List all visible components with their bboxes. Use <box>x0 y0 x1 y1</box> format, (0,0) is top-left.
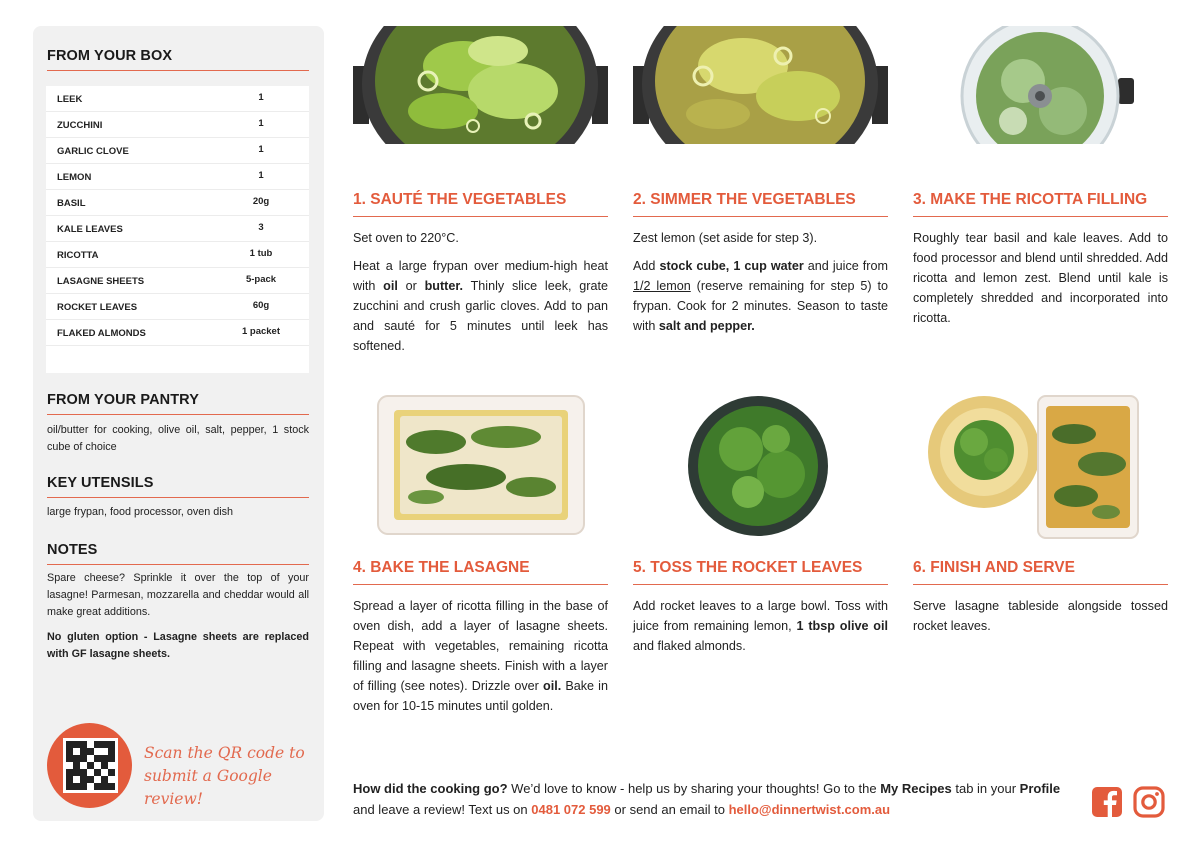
step1-title: 1. SAUTÉ THE VEGETABLES <box>353 191 567 208</box>
step2-p1: Zest lemon (set aside for step 3). <box>633 231 818 245</box>
step6-text <box>913 596 1168 644</box>
step3-photo-food-processor <box>913 26 1168 144</box>
step5-text <box>633 596 888 664</box>
step2-half-lemon: 1/2 lemon <box>633 279 691 293</box>
step1-text <box>353 228 608 364</box>
step5-p1-a: Add rocket leaves to a large bowl. Toss with juice from remaining lemon, <box>633 599 888 633</box>
sidebar <box>33 26 324 821</box>
step1-oil: oil <box>383 279 398 293</box>
ingredient-name: LEEK <box>57 94 83 105</box>
step4-oil: oil. <box>543 679 562 693</box>
step2-salt-pepper: salt and pepper. <box>658 319 755 333</box>
footer-text-4: or send an email to <box>610 802 729 817</box>
step3-title: 3. MAKE THE RICOTTA FILLING <box>913 191 1148 208</box>
ingredient-qty: 60g <box>252 300 270 311</box>
step5-olive-oil: 1 tbsp olive oil <box>796 619 888 633</box>
step2-p2-a: Add <box>633 259 660 273</box>
qr-code[interactable] <box>63 738 118 793</box>
step5-photo-rocket-bowl <box>686 394 831 539</box>
qr-callout <box>144 742 314 811</box>
step3-rule <box>913 216 1168 217</box>
utensils-title: KEY UTENSILS <box>47 475 154 491</box>
table-row <box>46 294 309 320</box>
ingredient-name: BASIL <box>57 198 86 209</box>
step1-p2-c: or <box>397 279 425 293</box>
table-row <box>46 242 309 268</box>
step2-photo-frypan <box>633 26 888 144</box>
step5-title: 5. TOSS THE ROCKET LEAVES <box>633 559 863 576</box>
utensils-text: large frypan, food processor, oven dish <box>47 506 234 518</box>
qr-pattern <box>66 741 115 790</box>
notes-gluten-option: No gluten option - Lasagne sheets are replaced with GF lasagne sheets. <box>47 631 309 660</box>
step2-p2-d: (reserve remaining for step 5) to frypan. Cook for 2 minutes. Season to taste with <box>633 279 889 333</box>
facebook-icon[interactable] <box>1091 786 1123 818</box>
feedback-footer <box>353 778 1073 820</box>
notes-title-rule <box>47 564 309 565</box>
qr-callout-line2: submit a Google review! <box>144 767 272 808</box>
footer-my-recipes: My Recipes <box>880 781 952 796</box>
step6-p1: Serve lasagne tableside alongside tossed rocket leaves. <box>913 599 1168 633</box>
step2-title: 2. SIMMER THE VEGETABLES <box>633 191 856 208</box>
step4-p1 <box>353 596 608 716</box>
step4-p1-a: Spread a layer of ricotta filling in the base of oven dish, add a layer of lasagne sheets. Repeat with vegetables, remaining ricotta filling and lasagne sheets. Finish with a layer of filling (see notes). Drizzle over <box>353 599 608 693</box>
step6-photo-lasagne-dish <box>1036 394 1140 540</box>
ingredient-name: FLAKED ALMONDS <box>57 328 146 339</box>
step1-p1: Set oven to 220°C. <box>353 231 459 245</box>
table-row <box>46 268 309 294</box>
table-row <box>46 190 309 216</box>
step1-p2-a: Heat a large frypan over medium-high heat with <box>353 259 608 293</box>
ingredient-qty: 3 <box>258 222 264 233</box>
qr-callout-line1: Scan the QR code to <box>144 744 305 762</box>
box-ingredients-table <box>46 86 309 373</box>
step2-p2-c: and juice from <box>803 259 888 273</box>
ingredient-name: LEMON <box>57 172 92 183</box>
footer-text-3: and leave a review! Text us on <box>353 802 532 817</box>
step3-p1: Roughly tear basil and kale leaves. Add to food processor and blend until shredded. Add ricotta and lemon zest. Blend until kale is completely shredded and incorporated into ricotta. <box>913 231 1168 325</box>
footer-profile: Profile <box>1019 781 1061 796</box>
step1-butter: butter. <box>424 279 464 293</box>
instagram-icon[interactable] <box>1133 786 1165 818</box>
pantry-title-rule <box>47 414 309 415</box>
ingredient-qty: 1 <box>258 170 264 181</box>
step2-stock: stock cube, 1 cup water <box>659 259 804 273</box>
ingredient-name: ROCKET LEAVES <box>57 302 138 313</box>
footer-text-2: tab in your <box>951 781 1020 796</box>
step3-text <box>913 228 1168 336</box>
notes-title: NOTES <box>47 542 98 558</box>
pantry-title: FROM YOUR PANTRY <box>47 392 199 408</box>
step1-p2 <box>353 256 608 356</box>
step6-photo-rocket-plate <box>926 394 1042 510</box>
step5-p1-c: and flaked almonds. <box>633 639 746 653</box>
step4-text <box>353 596 608 724</box>
step4-rule <box>353 584 608 585</box>
step4-title: 4. BAKE THE LASAGNE <box>353 559 530 576</box>
ingredient-name: ZUCCHINI <box>57 120 103 131</box>
ingredient-name: KALE LEAVES <box>57 224 123 235</box>
ingredient-qty: 1 packet <box>241 326 281 337</box>
ingredient-qty: 1 <box>258 118 264 129</box>
notes-text: Spare cheese? Sprinkle it over the top of your lasagne! Parmesan, mozzarella and cheddar would all make great additions. <box>47 572 309 618</box>
step4-photo-oven-dish <box>376 392 586 538</box>
ingredient-name: RICOTTA <box>57 250 99 261</box>
ingredient-name: GARLIC CLOVE <box>57 146 129 157</box>
box-title: FROM YOUR BOX <box>47 48 173 64</box>
ingredient-qty: 5-pack <box>245 274 277 285</box>
step1-rule <box>353 216 608 217</box>
footer-text-1: We’d love to know - help us by sharing your thoughts! Go to the <box>507 781 881 796</box>
footer-question: How did the cooking go? <box>353 781 508 796</box>
table-row <box>46 86 309 112</box>
step4-p1-c: Bake in oven for 10-15 minutes until golden. <box>353 679 608 713</box>
box-title-rule <box>47 70 309 71</box>
step2-p2 <box>633 256 888 336</box>
pantry-text: oil/butter for cooking, olive oil, salt, pepper, 1 stock cube of choice <box>47 424 309 453</box>
step5-p1 <box>633 596 888 656</box>
ingredient-qty: 1 <box>258 144 264 155</box>
ingredient-qty: 1 <box>258 92 264 103</box>
footer-email-link[interactable]: hello@dinnertwist.com.au <box>728 802 891 817</box>
step1-p2-d: Thinly slice leek, grate zucchini and crush garlic cloves. Add to pan and sauté for 5 minutes until leek has softened. <box>353 279 608 353</box>
ingredient-qty: 20g <box>252 196 270 207</box>
table-row <box>46 320 309 346</box>
table-row <box>46 216 309 242</box>
step5-rule <box>633 584 888 585</box>
table-row <box>46 112 309 138</box>
ingredient-name: LASAGNE SHEETS <box>57 276 145 287</box>
step2-rule <box>633 216 888 217</box>
utensils-title-rule <box>47 497 309 498</box>
step6-rule <box>913 584 1168 585</box>
footer-phone-link[interactable]: 0481 072 599 <box>531 802 611 817</box>
step2-text <box>633 228 888 344</box>
table-row <box>46 138 309 164</box>
table-row <box>46 164 309 190</box>
ingredient-qty: 1 tub <box>249 248 273 259</box>
step6-title: 6. FINISH AND SERVE <box>913 559 1075 576</box>
step1-photo-frypan <box>353 26 608 144</box>
